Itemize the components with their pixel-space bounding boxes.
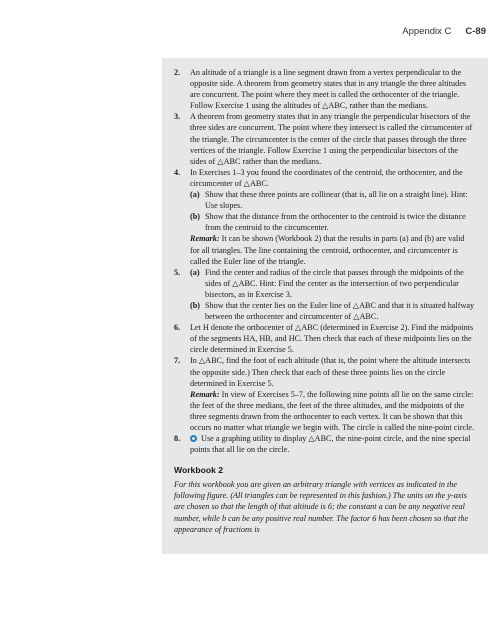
graphing-utility-icon	[190, 435, 197, 442]
section-label: Appendix C	[402, 26, 452, 37]
exercise-panel	[162, 58, 488, 554]
part-text: Show that these three points are collinear (that is, all lie on a straight line). Hint: Use slopes.	[205, 190, 468, 211]
workbook-title: Workbook 2	[174, 465, 224, 476]
exercise-3	[174, 111, 476, 166]
exercise-text: A theorem from geometry states that in any triangle the perpendicular bisectors of the three sides are concurrent. The point where they intersect is called the circumcenter of the triangle. The circumcenter is the center of the circle that passes through the three vertices of the triangle. Follow Exercise 1 using the perpendicular bisectors of the sides of △ABC rather than the medians.	[190, 112, 473, 166]
exercise-8	[174, 433, 476, 455]
running-head	[402, 26, 486, 37]
part-text: Show that the center lies on the Euler line of △ABC and that it is situated halfway between the orthocenter and circumcenter of △ABC.	[205, 300, 475, 322]
exercise-number: 3.	[174, 112, 181, 122]
exercise-5	[174, 267, 476, 322]
part-label: (b)	[190, 212, 201, 222]
exercise-text: In △ABC, find the foot of each altitude (that is, the point where the altitude intersects the opposite side.) Then check that each of these three points lies on the circle determined in Exercise 5.	[190, 356, 471, 388]
part-text: Find the center and radius of the circle that passes through the midpoints of the sides of △ABC. Hint: Find the center as the intersection of two perpendicular bisectors, as in Exercise 3.	[205, 267, 464, 299]
exercise-number: 8.	[174, 434, 181, 444]
part-label: (b)	[190, 300, 201, 310]
exercise-text: Use a graphing utility to display △ABC, the nine-point circle, and the nine special points that all lie on the circle.	[190, 434, 471, 455]
exercise-list	[174, 67, 476, 455]
remark-text: In view of Exercises 5–7, the following nine points all lie on the same circle: the feet of the three medians, the feet of the three altitudes, and the midpoints of the three segments drawn from the orthocenter to each vertex. It can be shown that this occurs no matter what triangle we begin with. The circle is called the nine-point circle.	[190, 389, 475, 432]
part-label: (a)	[190, 267, 200, 277]
exercise-number: 7.	[174, 356, 181, 366]
exercise-part	[190, 189, 476, 211]
exercise-6	[174, 322, 476, 355]
exercise-text: An altitude of a triangle is a line segment drawn from a vertex perpendicular to the opposite side. A theorem from geometry states that in any triangle the three altitudes are concurrent. The point where they meet is called the orthocenter of the triangle. Follow Exercise 1 using the altitudes of △ABC, rather than the medians.	[190, 68, 467, 111]
remark-text: It can be shown (Workbook 2) that the results in parts (a) and (b) are valid for all triangles. The line containing the centroid, orthocenter, and circumcenter is called the Euler line of the triangle.	[190, 234, 465, 266]
exercise-4	[174, 167, 476, 267]
remark	[190, 389, 476, 433]
exercise-number: 2.	[174, 68, 181, 77]
part-text: Show that the distance from the orthocenter to the centroid is twice the distance from the centroid to the circumcenter.	[205, 212, 466, 233]
exercise-number: 4.	[174, 167, 181, 177]
exercise-part	[190, 267, 476, 300]
exercise-number: 6.	[174, 323, 181, 333]
exercise-part	[190, 300, 476, 322]
exercise-part	[190, 211, 476, 233]
exercise-text: In Exercises 1–3 you found the coordinates of the centroid, the orthocenter, and the circumcenter of △ABC.	[190, 167, 463, 188]
remark	[190, 233, 476, 266]
exercise-text: Let H denote the orthocenter of △ABC (determined in Exercise 2). Find the midpoints of the segments HA, HB, and HC. Then check that each of these midpoints lies on the circle determined in Exercise 5.	[190, 323, 474, 355]
part-label: (a)	[190, 190, 200, 200]
remark-label: Remark:	[190, 389, 220, 399]
workbook-text: For this workbook you are given an arbitrary triangle with vertices as indicated in the following figure. (All triangles can be represented in this fashion.) The units on the y-axis are chosen so that the length of that altitude is 6; the constant a can be any negative real number, while b can be any positive real number. The factor 6 has been chosen so that the appearance of fractions is	[174, 480, 469, 534]
page-number: C-89	[465, 26, 486, 37]
exercise-number: 5.	[174, 267, 181, 277]
remark-label: Remark:	[190, 234, 220, 244]
exercise-7	[174, 355, 476, 433]
exercise-2	[174, 67, 476, 111]
